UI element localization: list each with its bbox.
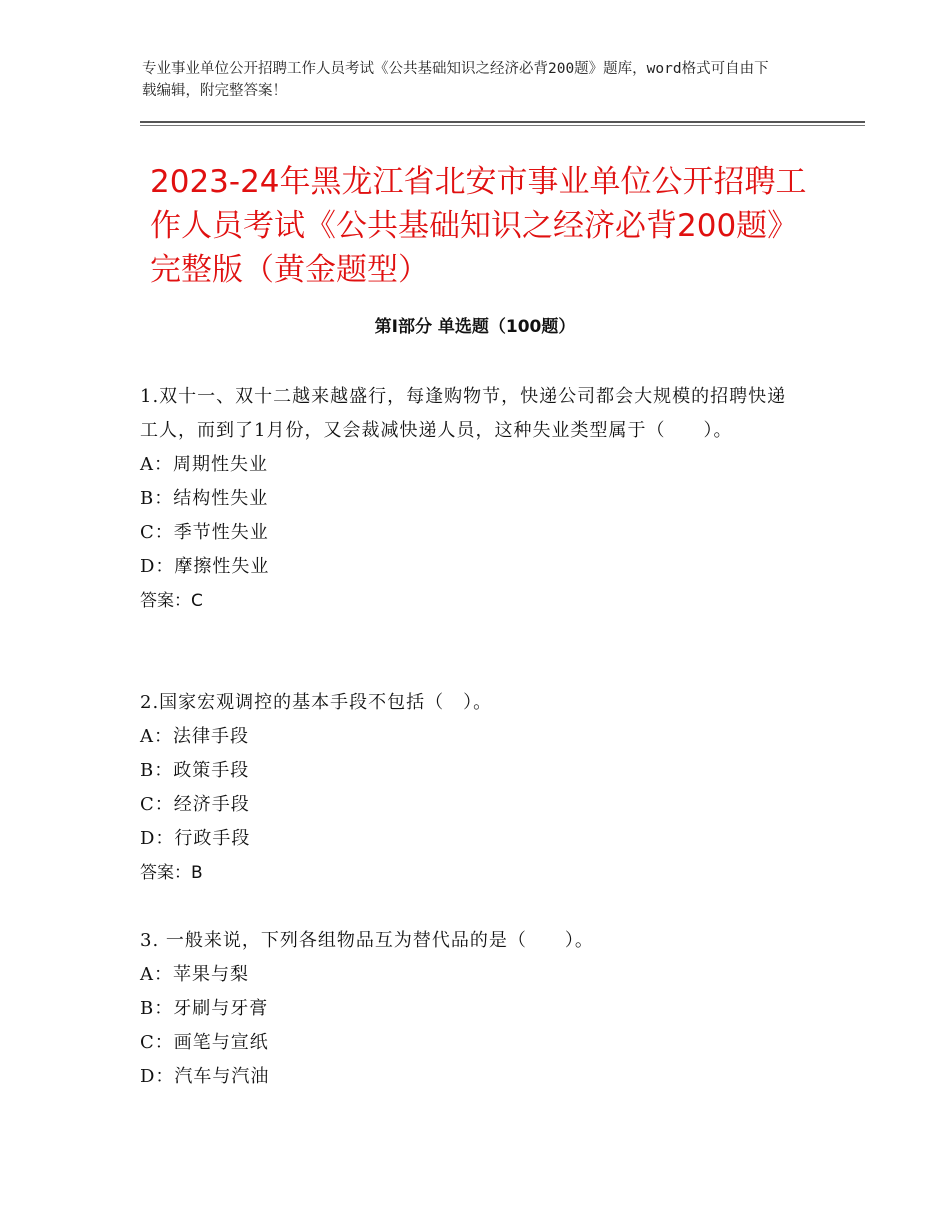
answer: 答案：C <box>140 591 203 611</box>
question-3 <box>140 924 805 1094</box>
option-b: B：牙刷与牙膏 <box>140 998 269 1019</box>
question-stem: 2.国家宏观调控的基本手段不包括（ ）。 <box>140 692 493 713</box>
option-c: C：经济手段 <box>140 794 250 815</box>
answer: 答案：B <box>140 863 203 883</box>
question-stem: 3. 一般来说，下列各组物品互为替代品的是（ ）。 <box>140 930 594 951</box>
question-1 <box>140 380 805 618</box>
option-a: A：法律手段 <box>140 726 249 747</box>
option-a: A：苹果与梨 <box>140 964 249 985</box>
document-title: 2023-24年黑龙江省北安市事业单位公开招聘工作人员考试《公共基础知识之经济必背200题》完整版（黄金题型） <box>150 164 807 288</box>
section-title: 第Ⅰ部分 单选题（100题） <box>374 317 576 337</box>
option-b: B：结构性失业 <box>140 488 269 509</box>
header-divider-thick <box>140 121 865 123</box>
header-note: 专业事业单位公开招聘工作人员考试《公共基础知识之经济必背200题》题库，word格式可自由下载编辑，附完整答案！ <box>142 61 769 99</box>
question-stem: 1.双十一、双十二越来越盛行，每逢购物节，快递公司都会大规模的招聘快递工人，而到了1月份，又会裁减快递人员，这种失业类型属于（ ）。 <box>140 386 787 441</box>
option-d: D：行政手段 <box>140 828 251 849</box>
question-2 <box>140 686 805 890</box>
option-b: B：政策手段 <box>140 760 250 781</box>
option-c: C：画笔与宣纸 <box>140 1032 269 1053</box>
option-d: D：汽车与汽油 <box>140 1066 270 1087</box>
header-divider-thin <box>140 125 865 126</box>
option-a: A：周期性失业 <box>140 454 268 475</box>
option-d: D：摩擦性失业 <box>140 556 270 577</box>
option-c: C：季节性失业 <box>140 522 269 543</box>
